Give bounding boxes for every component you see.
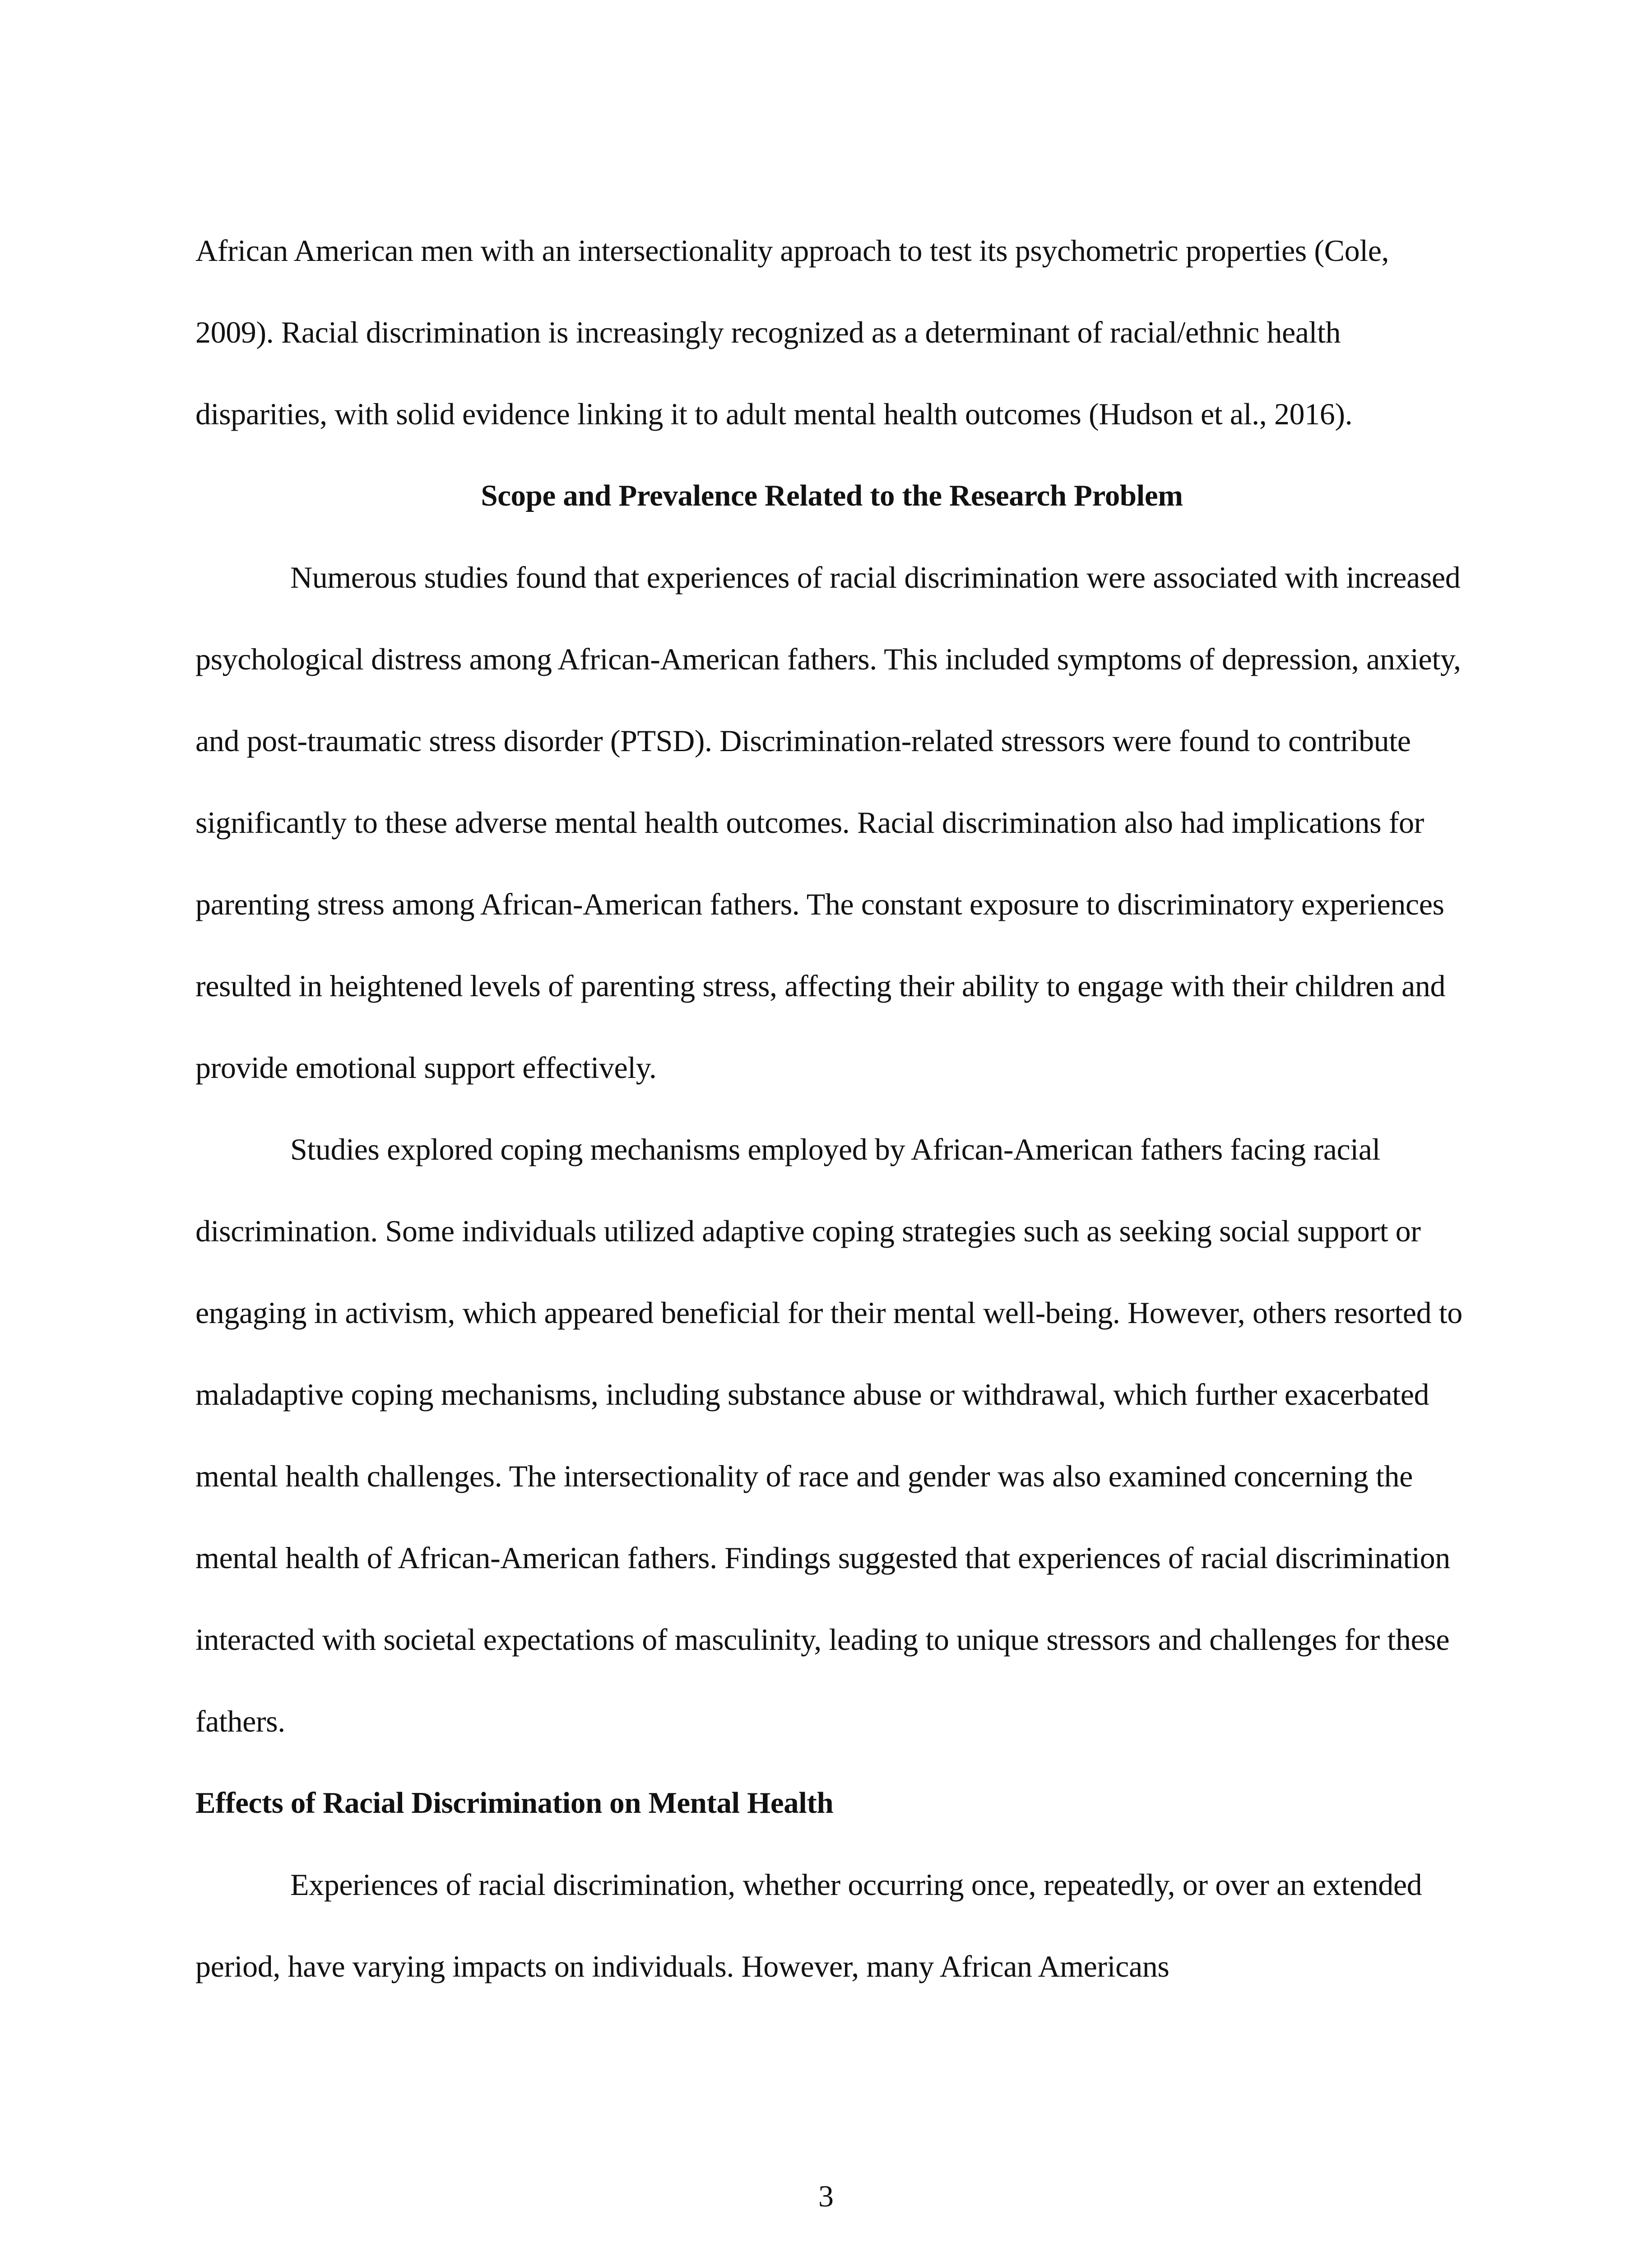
paragraph-experiences: Experiences of racial discrimination, whether occurring once, repeatedly, or over an extended period, have varying impacts on individuals. However, many African Americans [195, 1867, 1422, 1983]
paragraph-coping-mechanisms: Studies explored coping mechanisms employed by African-American fathers facing racial discrimination. Some individuals utilized adaptive coping strategies such as seeking social support or engaging in activism, which appeared beneficial for their mental well-being. However, others resorted to maladaptive coping mechanisms, including substance abuse or withdrawal, which further exacerbated mental health challenges. The intersectionality of race and gender was also examined concerning the mental health of African-American fathers. Findings suggested that experiences of racial discrimination interacted with societal expectations of masculinity, leading to unique stressors and challenges for these fathers. [195, 1132, 1462, 1738]
paragraph-continuation: African American men with an intersectionality approach to test its psychometric properties (Cole, 2009). Racial discrimination is increasingly recognized as a determinant of racial/ethnic health disparities, with solid evidence linking it to adult mental health outcomes (Hudson et al., 2016). [195, 233, 1389, 431]
section-heading-effects: Effects of Racial Discrimination on Mental Health [195, 1786, 834, 1820]
section-heading-scope: Scope and Prevalence Related to the Research Problem [481, 479, 1183, 512]
page-number: 3 [818, 2179, 834, 2213]
document-body [195, 210, 1468, 2007]
paragraph-psychological-distress: Numerous studies found that experiences of racial discrimination were associated with increased psychological distress among African-American fathers. This included symptoms of depression, anxiety, and post-traumatic stress disorder (PTSD). Discrimination-related stressors were found to contribute significantly to these adverse mental health outcomes. Racial discrimination also had implications for parenting stress among African-American fathers. The constant exposure to discriminatory experiences resulted in heightened levels of parenting stress, affecting their ability to engage with their children and provide emotional support effectively. [195, 560, 1461, 1085]
